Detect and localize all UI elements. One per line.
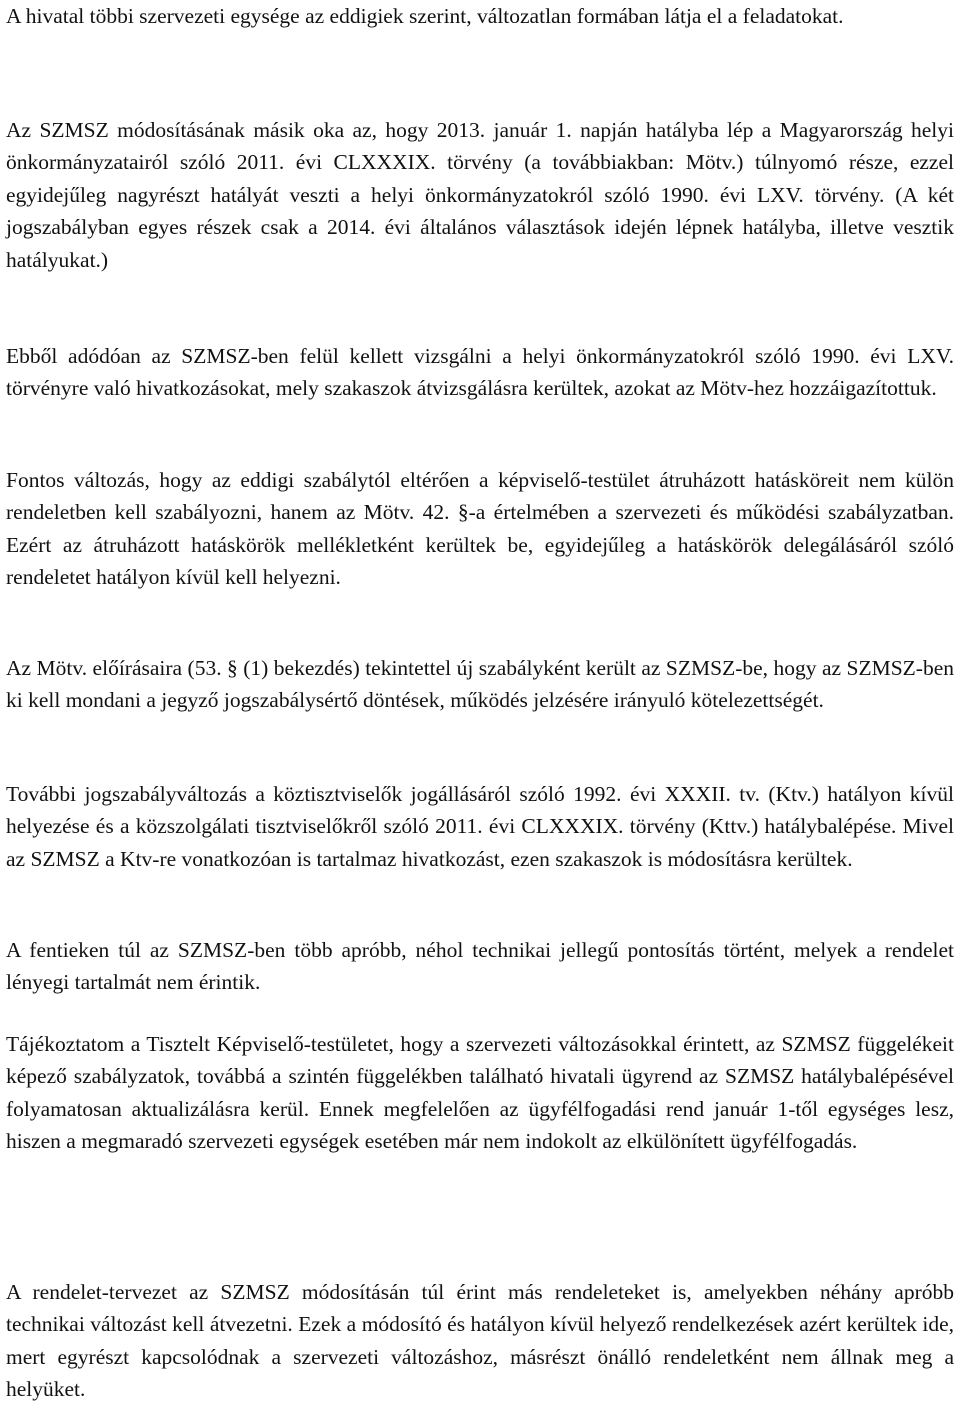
paragraph-2: Az SZMSZ módosításának másik oka az, hogy 2013. január 1. napján hatályba lép a Magyarország helyi önkormányzatairól szóló 2011. évi CLXXXIX. törvény (a továbbiakban: Mötv.) túlnyomó része, ezzel egyidejűleg nagyrészt hatályát veszti a helyi önkormányzatokról szóló 1990. évi LXV. törvény. (A két jogszabályban egyes részek csak a 2014. évi általános választások idején lépnek hatályba, illetve vesztik hatályukat.) — [6, 118, 954, 272]
paragraph-8: Tájékoztatom a Tisztelt Képviselő-testületet, hogy a szervezeti változásokkal érintett, az SZMSZ függelékeit képező szabályzatok, továbbá a szintén függelékben található hivatali ügyrend az SZMSZ hatálybalépésével folyamatosan aktualizálásra kerül. Ennek megfelelően az ügyfélfogadási rend január 1-től egységes lesz, hiszen a megmaradó szervezeti egységek esetében már nem indokolt az elkülönített ügyfélfogadás. — [6, 1032, 954, 1154]
paragraph-9: A rendelet-tervezet az SZMSZ módosításán túl érint más rendeleteket is, amelyekben néhány apróbb technikai változást kell átvezetni. Ezek a módosító és hatályon kívül helyező rendelkezések azért kerültek ide, mert egyrészt kapcsolódnak a szervezeti változáshoz, másrészt önálló rendeletként nem állnak meg a helyüket. — [6, 1280, 954, 1402]
paragraph-7: A fentieken túl az SZMSZ-ben több apróbb, néhol technikai jellegű pontosítás történt, melyek a rendelet lényegi tartalmát nem érintik. — [6, 938, 954, 995]
paragraph-4: Fontos változás, hogy az eddigi szabálytól eltérően a képviselő-testület átruházott hatásköreit nem külön rendeletben kell szabályozni, hanem az Mötv. 42. §-a értelmében a szervezeti és működési szabályzatban. Ezért az átruházott hatáskörök mellékletként kerültek be, egyidejűleg a hatáskörök delegálásáról szóló rendeletet hatályon kívül kell helyezni. — [6, 468, 954, 590]
paragraph-1: A hivatal többi szervezeti egysége az eddigiek szerint, változatlan formában látja el a feladatokat. — [6, 4, 844, 28]
paragraph-6: További jogszabályváltozás a köztisztviselők jogállásáról szóló 1992. évi XXXII. tv. (Ktv.) hatályon kívül helyezése és a közszolgálati tisztviselőkről szóló 2011. évi CLXXXIX. törvény (Kttv.) hatálybalépése. Mivel az SZMSZ a Ktv-re vonatkozóan is tartalmaz hivatkozást, ezen szakaszok is módosításra kerültek. — [6, 782, 954, 871]
paragraph-5: Az Mötv. előírásaira (53. § (1) bekezdés) tekintettel új szabályként került az SZMSZ-be, hogy az SZMSZ-ben ki kell mondani a jegyző jogszabálysértő döntések, működés jelzésére irányuló kötelezettségét. — [6, 656, 954, 713]
paragraph-3: Ebből adódóan az SZMSZ-ben felül kellett vizsgálni a helyi önkormányzatokról szóló 1990. évi LXV. törvényre való hivatkozásokat, mely szakaszok átvizsgálásra kerültek, azokat az Mötv-hez hozzáigazítottuk. — [6, 344, 954, 401]
